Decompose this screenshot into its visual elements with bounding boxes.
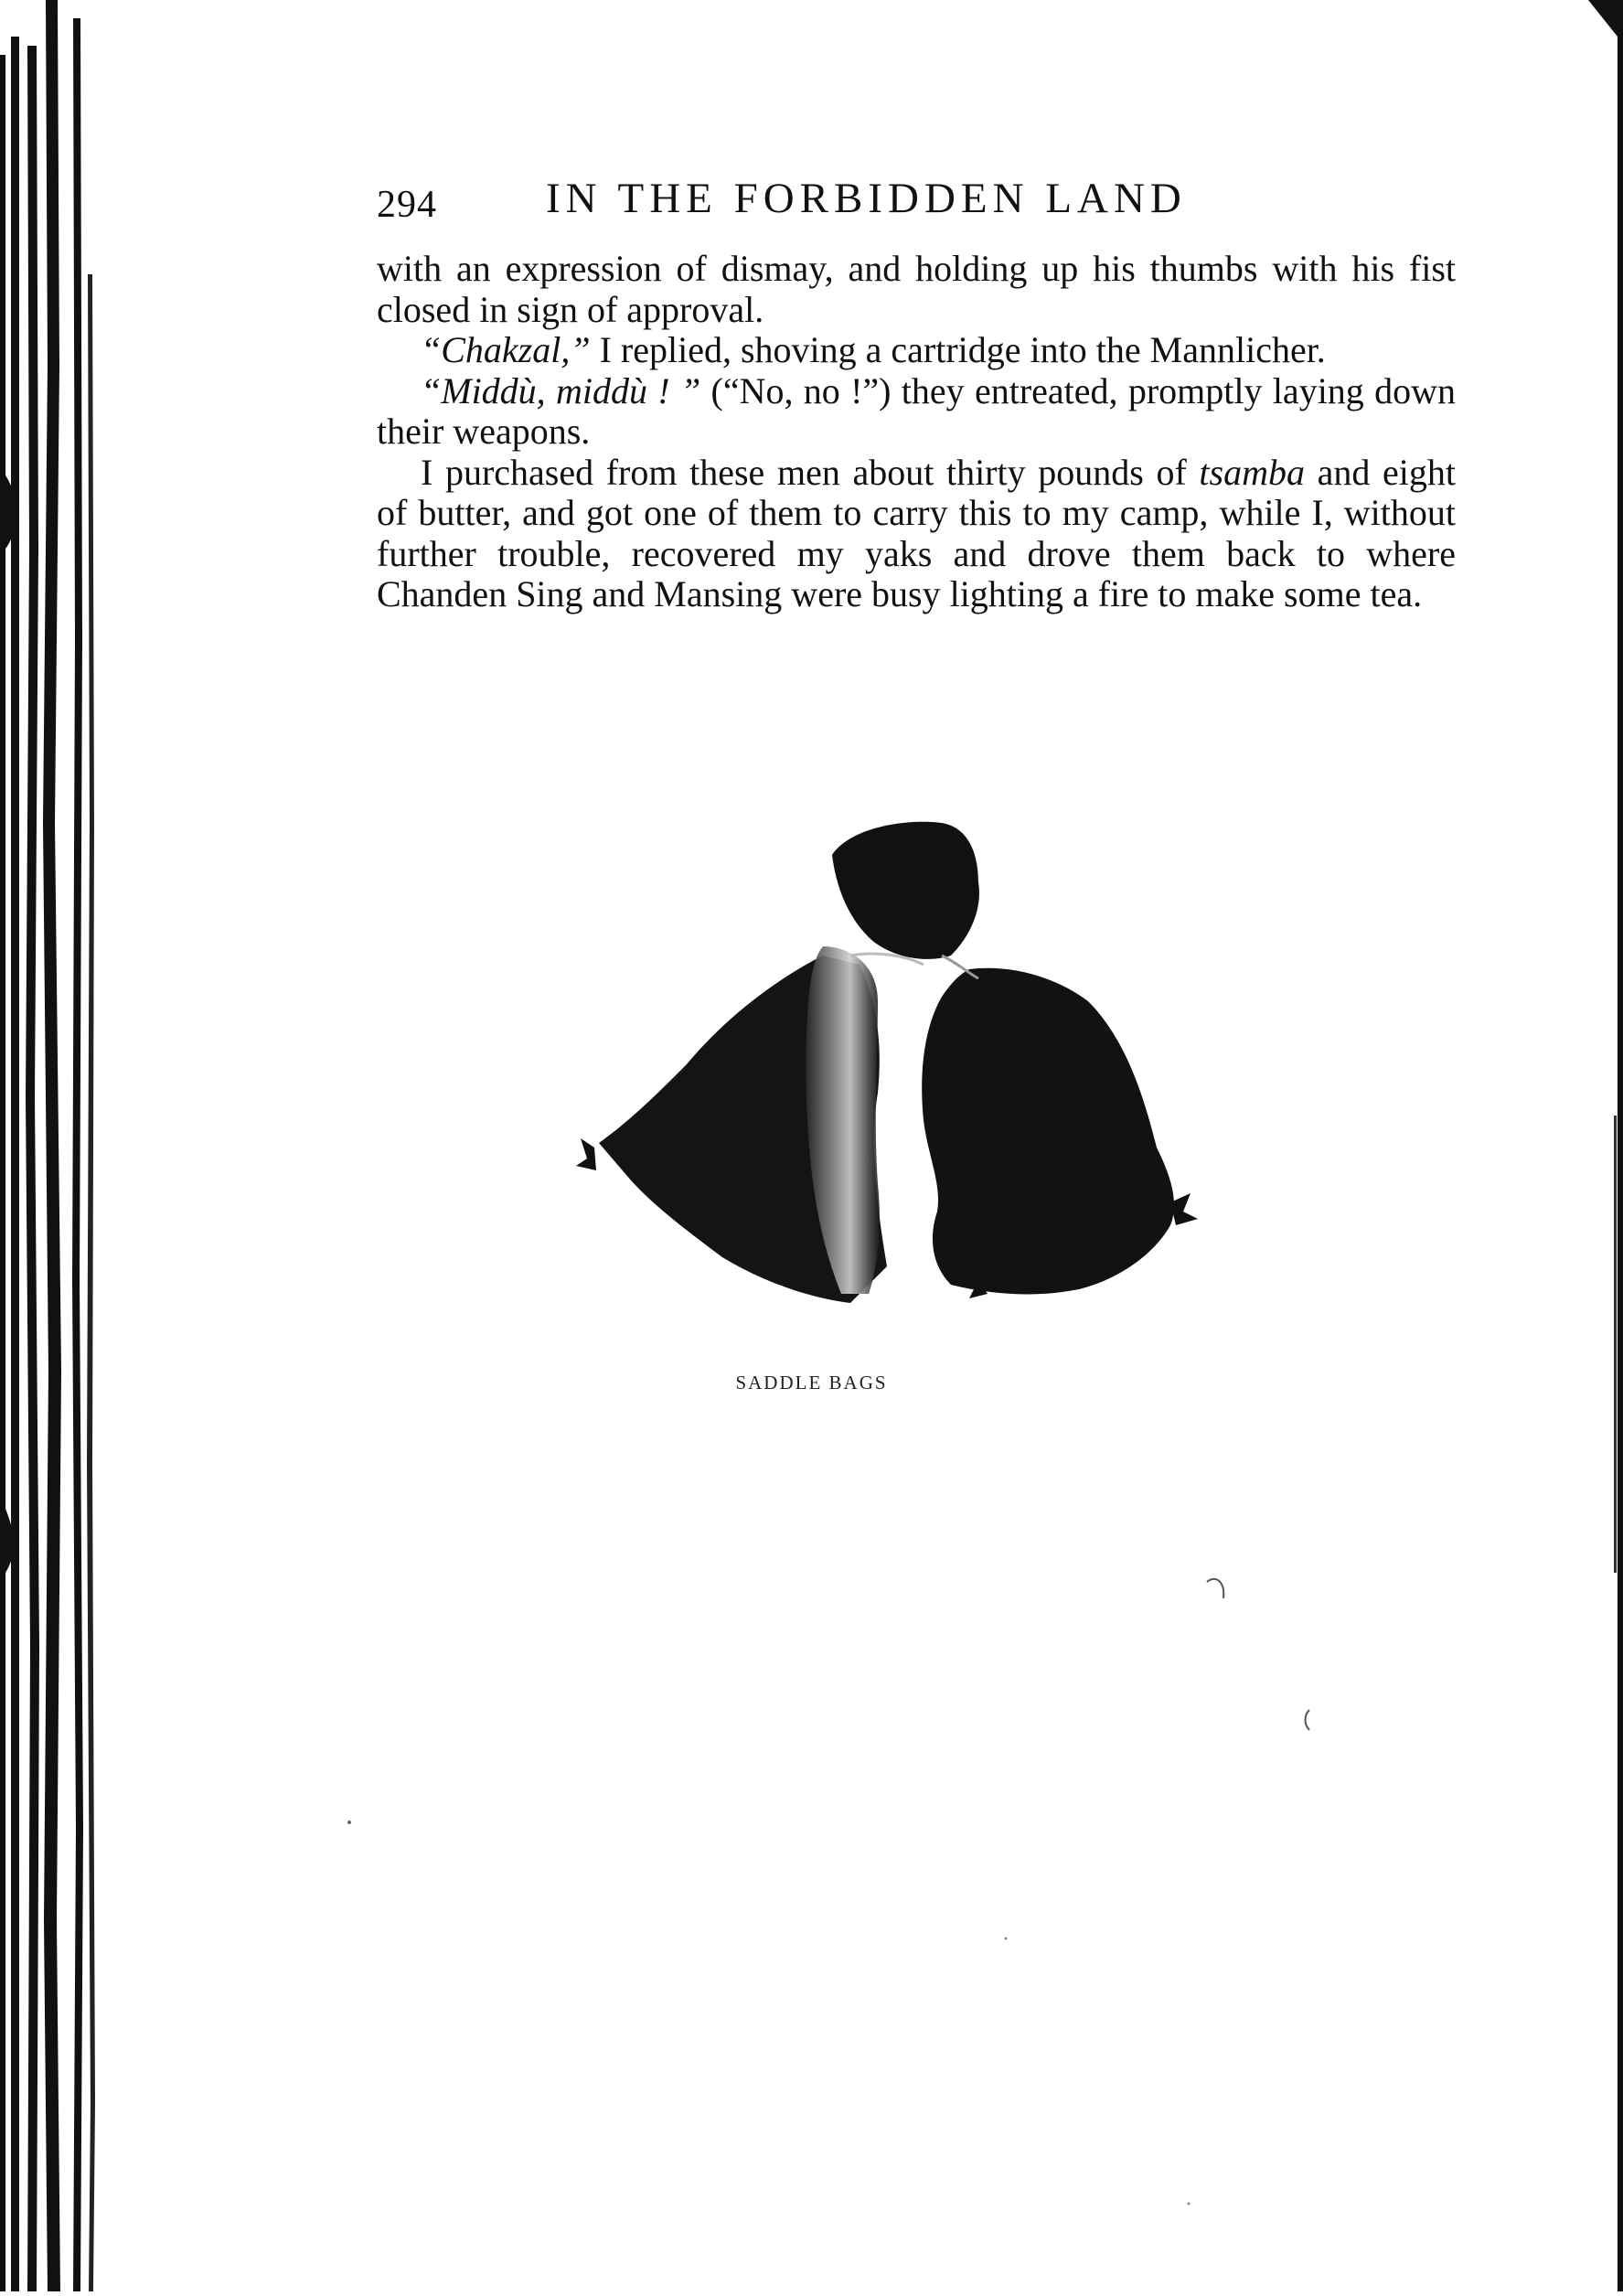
paragraph-2 [377,330,1456,371]
paragraph-3 [377,371,1456,453]
paragraph-4-start: I purchased from these men about thirty pounds of [421,451,1200,493]
paragraph-4 [377,453,1456,615]
page-binding-edge [0,0,101,2291]
paragraph-3-text: (“No, no !”) they entreated, promptly laying down their weapons. [377,369,1456,452]
running-header [377,174,1456,238]
paragraph-2-text: I replied, shoving a cartridge into the Mannlicher. [590,329,1326,370]
paragraph-2-quote: “Chakzal,” [421,329,591,370]
paragraph-1: with an expression of dismay, and holding up his thumbs with his fist closed in sign of approval. [377,248,1456,330]
paragraph-4-text: and eight of butter, and got one of them to carry this to my camp, while I, without further trouble, recovered my yaks and drove them back to where Chanden Sing and Mansing were busy lighting a fire to make some tea. [377,451,1456,614]
page-right-edge [1586,0,1623,2291]
saddle-bags-illustration [576,818,1234,1349]
body-text [377,249,1456,615]
page-number: 294 [377,184,437,226]
figure-caption: SADDLE BAGS [735,1372,888,1394]
paragraph-4-italic: tsamba [1199,451,1305,493]
running-title: IN THE FORBIDDEN LAND [546,175,1187,222]
paragraph-3-quote: “Middù, middù ! ” [421,369,701,411]
